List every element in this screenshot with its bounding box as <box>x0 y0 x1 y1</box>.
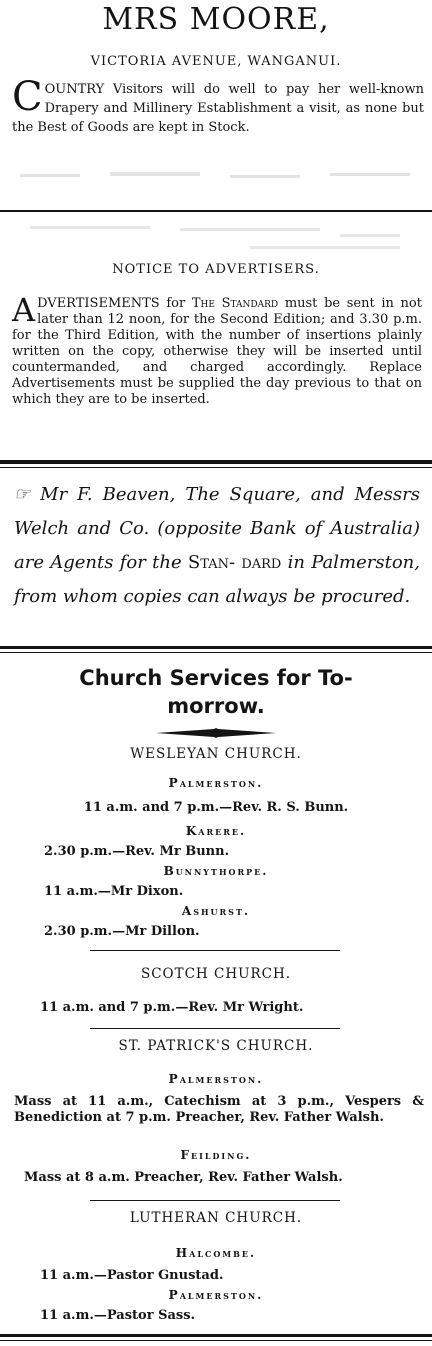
bleed-through-marks <box>0 220 432 260</box>
church-heading-lutheran: LUTHERAN CHURCH. <box>129 1210 303 1226</box>
agents-text: ☞ Mr F. Beaven, The Square, and Messrs Welch and Co. (opposite Bank of Australia) are Agents for the <box>14 484 420 573</box>
agents-paper-name: Stan- <box>187 552 236 573</box>
divider <box>0 467 432 468</box>
divider <box>90 1200 340 1201</box>
place-ashurst: Ashurst. <box>181 904 251 918</box>
bleed-through-marks <box>0 168 432 186</box>
place-palmerston: Palmerston. <box>168 776 264 790</box>
service-paragraph: Mass at 11 a.m., Catechism at 3 p.m., Vespers & Benediction at 7 p.m. Preacher, Rev. Father Walsh. <box>14 1094 424 1125</box>
drop-cap: C <box>12 74 43 120</box>
section-title <box>0 664 432 720</box>
advert-body <box>0 74 432 137</box>
bleed-through <box>0 168 432 186</box>
service-line: 11 a.m. and 7 p.m.—Rev. R. S. Bunn. <box>83 800 349 815</box>
agents-text-cont: in Palmerston, from whom copies can always be procured. <box>14 552 420 607</box>
place-bunnythorpe: Bunnythorpe. <box>163 864 269 878</box>
place-halcombe: Halcombe. <box>175 1246 257 1260</box>
notice-lead: DVERTISEMENTS for <box>37 296 186 311</box>
place-palmerston: Palmerston. <box>168 1288 264 1302</box>
section-title-line: Church Services for To- <box>79 666 353 690</box>
drop-cap: A <box>12 291 36 329</box>
divider <box>0 1340 432 1341</box>
agents-notice <box>0 478 432 614</box>
section-title-line: morrow. <box>167 694 265 718</box>
notice-paper-name: The Standard <box>191 296 279 311</box>
divider <box>90 1028 340 1029</box>
thick-divider <box>0 646 432 649</box>
notice-title: NOTICE TO ADVERTISERS. <box>112 262 320 277</box>
thick-divider <box>0 1334 432 1337</box>
advert-text: OUNTRY Visitors will do well to pay her well-known Drapery and Millinery Establishment a visit, as none but the Best of Goods are kept in Stock. <box>12 82 424 135</box>
thick-divider <box>0 460 432 464</box>
church-heading-wesleyan: WESLEYAN CHURCH. <box>130 746 302 762</box>
service-line: 11 a.m.—Pastor Sass. <box>40 1308 196 1323</box>
place-feilding: Feilding. <box>180 1148 252 1162</box>
agents-paper-name-cont: dard <box>241 552 282 573</box>
notice-body <box>0 291 432 408</box>
divider <box>90 950 340 951</box>
service-line: 2.30 p.m.—Mr Dillon. <box>44 924 200 939</box>
notice-text: must be sent in not later than 12 noon, for the Second Edition; and 3.30 p.m. for the Third Edition, with the number of insertions plainly written on the copy, otherwise they will be inserted until countermanded, and charged accordingly. Replace Advertisements must be supplied the day previous to that on which they are to be inserted. <box>12 296 422 407</box>
divider <box>0 210 432 212</box>
ornament-dash <box>156 728 276 738</box>
church-heading-scotch: SCOTCH CHURCH. <box>140 966 292 982</box>
place-palmerston: Palmerston. <box>168 1072 264 1086</box>
church-heading-st-patricks: ST. PATRICK'S CHURCH. <box>118 1038 314 1054</box>
service-line: Mass at 8 a.m. Preacher, Rev. Father Walsh. <box>24 1170 343 1185</box>
divider <box>0 652 432 653</box>
service-line: 11 a.m. and 7 p.m.—Rev. Mr Wright. <box>40 1000 304 1015</box>
service-line: 11 a.m.—Mr Dixon. <box>44 884 184 899</box>
place-karere: Karere. <box>185 824 247 838</box>
bleed-through <box>0 220 432 260</box>
advert-address: VICTORIA AVENUE, WANGANUI. <box>90 54 342 69</box>
service-line: 11 a.m.—Pastor Gnustad. <box>40 1268 224 1283</box>
advert-title: MRS MOORE, <box>102 2 330 37</box>
service-line: 2.30 p.m.—Rev. Mr Bunn. <box>44 844 230 859</box>
